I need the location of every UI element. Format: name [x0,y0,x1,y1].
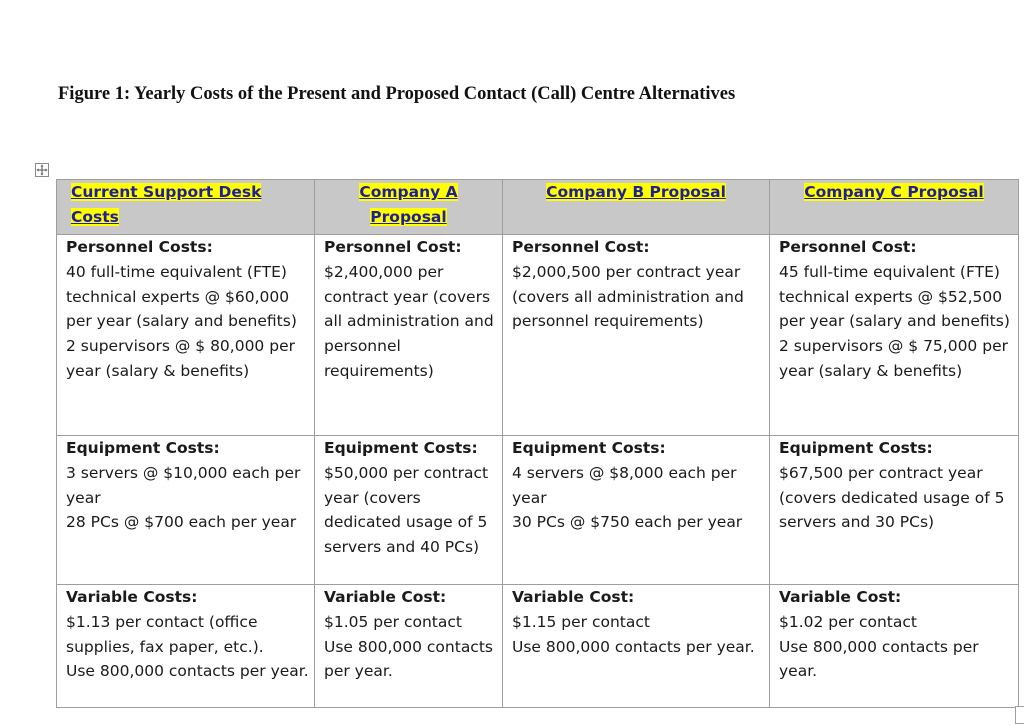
cell-text: 45 full-time equivalent (FTE) technical experts @ $52,500 per year (salary and benefits) 2 supervisors @ $ 75,000 per year (salary & benefits) [779,262,1010,380]
cell-text: $1.15 per contact Use 800,000 contacts per year. [512,612,755,656]
table-cell [770,235,1019,436]
cell-text: $1.02 per contact Use 800,000 contacts per year. [779,612,979,681]
cell-title: Personnel Cost: [779,238,917,256]
header-label: Company B Proposal [546,183,726,201]
cell-title: Personnel Cost: [324,238,462,256]
cell-text: $2,000,500 per contract year (covers all administration and personnel requirements) [512,262,744,331]
cell-text: 3 servers @ $10,000 each per year 28 PCs @ $700 each per year [66,463,301,532]
cell-title: Variable Cost: [779,588,902,606]
cell-title: Equipment Costs: [324,439,478,457]
cell-text: $2,400,000 per contract year (covers all administration and personnel requirements) [324,262,494,380]
cell-text: 40 full-time equivalent (FTE) technical experts @ $60,000 per year (salary and benefits) 2 supervisors @ $ 80,000 per year (salary & benefits) [66,262,297,380]
table-cell [315,436,503,585]
header-company-a [315,180,503,235]
header-company-c [770,180,1019,235]
cell-title: Variable Cost: [512,588,635,606]
cell-title: Equipment Costs: [779,439,933,457]
header-label: Company C Proposal [804,183,984,201]
move-arrows-icon [36,164,48,176]
header-company-b [503,180,770,235]
table-row-personnel [57,235,1019,436]
cell-text: $1.05 per contact Use 800,000 contacts per year. [324,612,493,681]
table-cell [503,585,770,708]
cell-text: $67,500 per contract year (covers dedicated usage of 5 servers and 30 PCs) [779,463,1005,532]
table-cell [315,585,503,708]
table-cell [770,436,1019,585]
cell-text: $50,000 per contract year (covers dedicated usage of 5 servers and 40 PCs) [324,463,489,557]
cell-title: Variable Costs: [66,588,198,606]
cell-title: Personnel Cost: [512,238,650,256]
table-cell [503,436,770,585]
figure-title: Figure 1: Yearly Costs of the Present and Proposed Contact (Call) Centre Alternatives [58,84,736,104]
table-row-equipment [57,436,1019,585]
cell-text: 4 servers @ $8,000 each per year 30 PCs @ $750 each per year [512,463,743,532]
cell-text: $1.13 per contact (office supplies, fax paper, etc.). Use 800,000 contacts per year. [66,612,309,681]
cell-title: Equipment Costs: [512,439,666,457]
table-cell [315,235,503,436]
table-header-row [57,180,1019,235]
header-current-support-desk [57,180,315,235]
table-move-handle[interactable] [35,163,49,177]
table-cell [57,235,315,436]
cell-title: Variable Cost: [324,588,447,606]
table-row-variable [57,585,1019,708]
header-label: Current Support Desk Costs [71,183,262,226]
table-resize-handle[interactable] [1015,706,1024,724]
table-cell [57,585,315,708]
header-label: Company A Proposal [359,183,458,226]
table-cell [770,585,1019,708]
cell-title: Personnel Costs: [66,238,213,256]
cost-comparison-table [56,179,1019,708]
cell-title: Equipment Costs: [66,439,220,457]
table-cell [57,436,315,585]
table-cell [503,235,770,436]
